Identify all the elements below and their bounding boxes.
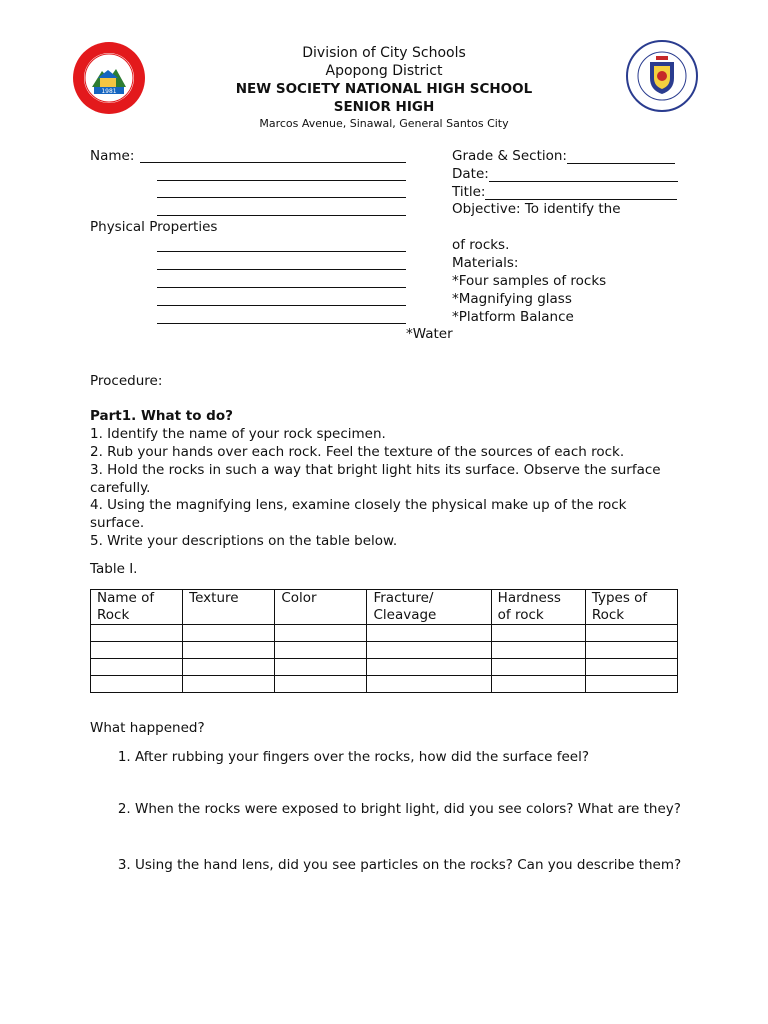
table-caption: Table I. — [90, 561, 138, 577]
material-item: *Magnifying glass — [452, 291, 572, 307]
table-cell[interactable] — [367, 642, 491, 659]
header-fracture-cleavage: Fracture/ Cleavage — [367, 590, 491, 625]
table-cell[interactable] — [183, 676, 275, 693]
physical-properties-label: Physical Properties — [90, 219, 218, 235]
grade-section-field — [452, 148, 675, 164]
header-types-of-rock: Types of Rock — [585, 590, 677, 625]
table-cell[interactable] — [275, 676, 367, 693]
date-field — [452, 166, 678, 182]
table-cell[interactable] — [585, 642, 677, 659]
procedure-step: 3. Hold the rocks in such a way that bright light hits its surface. Observe the surface — [90, 462, 661, 478]
table-cell[interactable] — [367, 659, 491, 676]
properties-line-2[interactable] — [157, 269, 406, 270]
table-cell[interactable] — [275, 642, 367, 659]
table-cell[interactable] — [491, 659, 585, 676]
name-label: Name: — [90, 148, 135, 164]
grade-section-line[interactable] — [567, 149, 675, 164]
properties-line-4[interactable] — [157, 305, 406, 306]
properties-line-3[interactable] — [157, 287, 406, 288]
table-row — [91, 642, 678, 659]
objective-continued: of rocks. — [452, 237, 510, 253]
procedure-step: carefully. — [90, 480, 151, 496]
table-cell[interactable] — [585, 659, 677, 676]
procedure-step: surface. — [90, 515, 145, 531]
table-row — [91, 676, 678, 693]
title-line[interactable] — [485, 185, 677, 200]
properties-line-1[interactable] — [157, 251, 406, 252]
district-title: Apopong District — [325, 63, 443, 79]
materials-label: Materials: — [452, 255, 519, 271]
material-item: *Platform Balance — [452, 309, 574, 325]
questions-list — [90, 748, 725, 874]
table-cell[interactable] — [491, 676, 585, 693]
name-line-1[interactable] — [140, 162, 406, 163]
table-row — [91, 625, 678, 642]
material-item-water: *Water — [406, 326, 453, 342]
table-cell[interactable] — [183, 642, 275, 659]
seal-year: 1981 — [101, 88, 117, 95]
school-address: Marcos Avenue, Sinawal, General Santos City — [259, 117, 509, 130]
question-item: 1. After rubbing your fingers over the rocks, how did the surface feel? — [135, 748, 725, 766]
school-name: NEW SOCIETY NATIONAL HIGH SCHOOL — [235, 81, 533, 97]
table-cell[interactable] — [91, 642, 183, 659]
date-label: Date: — [452, 166, 489, 182]
header-texture: Texture — [183, 590, 275, 625]
rocks-table — [90, 589, 678, 693]
table-cell[interactable] — [183, 659, 275, 676]
part-title: Part1. What to do? — [90, 408, 233, 424]
division-title: Division of City Schools — [302, 45, 466, 61]
grade-section-label: Grade & Section: — [452, 148, 567, 164]
name-line-2[interactable] — [157, 180, 406, 181]
name-line-4[interactable] — [157, 215, 406, 216]
table-header-row — [91, 590, 678, 625]
title-label: Title: — [452, 184, 486, 200]
table-cell[interactable] — [275, 659, 367, 676]
procedure-step: 2. Rub your hands over each rock. Feel the texture of the sources of each rock. — [90, 444, 625, 460]
header-hardness: Hardness of rock — [491, 590, 585, 625]
procedure-step: 1. Identify the name of your rock specimen. — [90, 426, 386, 442]
school-level: SENIOR HIGH — [333, 99, 435, 115]
procedure-step: 4. Using the magnifying lens, examine closely the physical make up of the rock — [90, 497, 627, 513]
procedure-label: Procedure: — [90, 373, 163, 389]
date-line[interactable] — [489, 167, 678, 182]
procedure-step: 5. Write your descriptions on the table below. — [90, 533, 398, 549]
question-item: 3. Using the hand lens, did you see particles on the rocks? Can you describe them? — [135, 856, 725, 874]
table-cell[interactable] — [183, 625, 275, 642]
table-cell[interactable] — [491, 642, 585, 659]
table-cell[interactable] — [367, 625, 491, 642]
table-row — [91, 659, 678, 676]
table-cell[interactable] — [585, 625, 677, 642]
table-cell[interactable] — [275, 625, 367, 642]
header-color: Color — [275, 590, 367, 625]
material-item: *Four samples of rocks — [452, 273, 607, 289]
name-line-3[interactable] — [157, 197, 406, 198]
header-name-of-rock: Name of Rock — [91, 590, 183, 625]
title-field — [452, 184, 677, 200]
properties-line-5[interactable] — [157, 323, 406, 324]
question-item: 2. When the rocks were exposed to bright light, did you see colors? What are they? — [135, 800, 725, 818]
what-happened-label: What happened? — [90, 720, 205, 736]
objective-text: Objective: To identify the — [452, 201, 621, 217]
table-cell[interactable] — [91, 676, 183, 693]
table-cell[interactable] — [367, 676, 491, 693]
table-cell[interactable] — [585, 676, 677, 693]
table-cell[interactable] — [91, 659, 183, 676]
table-cell[interactable] — [91, 625, 183, 642]
table-cell[interactable] — [491, 625, 585, 642]
